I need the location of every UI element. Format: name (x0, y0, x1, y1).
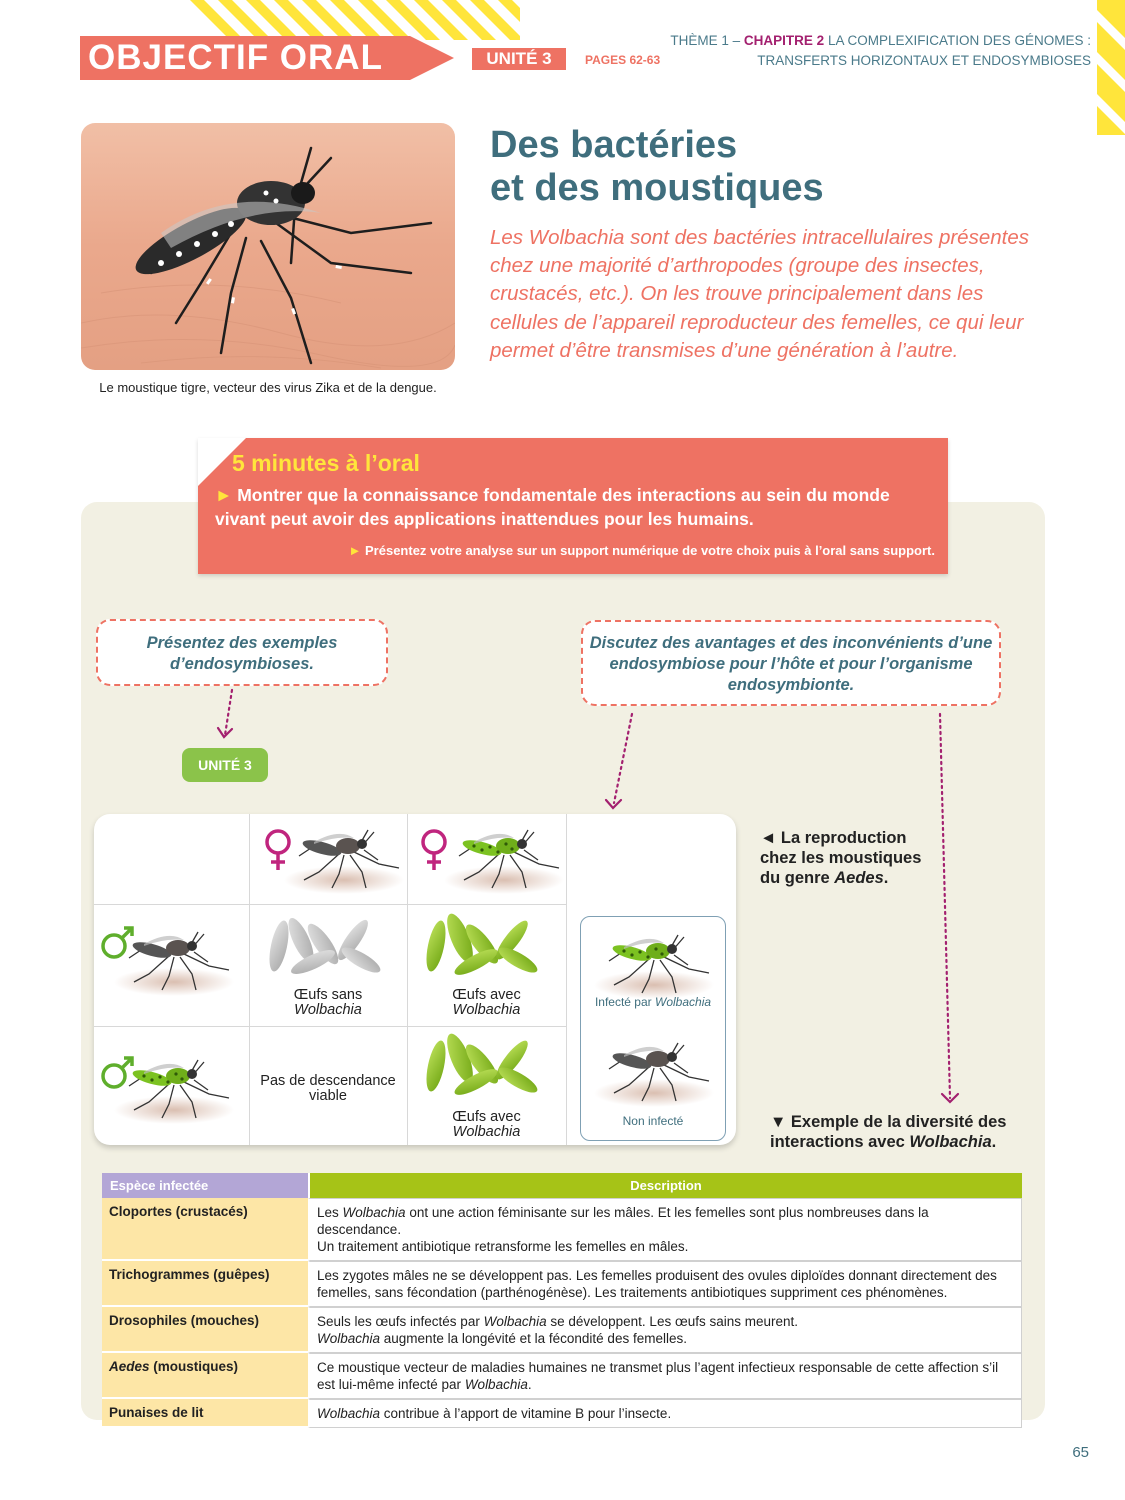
desc-text: Seuls les œufs infectés par (317, 1314, 484, 1329)
pages-reference: PAGES 62-63 (585, 53, 661, 67)
species-text: (moustiques) (149, 1359, 239, 1374)
description-cell (308, 1399, 1022, 1428)
desc-text: est lui-même infecté par (317, 1377, 465, 1392)
species-cell: Drosophiles (mouches) (102, 1307, 308, 1353)
table-header-row (102, 1173, 1022, 1198)
species-cell: Cloportes (crustacés) (102, 1198, 308, 1261)
legend-infected-text: Infecté par (594, 995, 655, 1009)
theme-label: THÈME 1 – (670, 33, 744, 48)
chapter-heading (670, 31, 1091, 71)
oral-task-instruction (349, 543, 935, 558)
species-italic: Aedes (109, 1359, 150, 1374)
male-symbol-icon (103, 928, 132, 957)
species-cell: Trichogrammes (guêpes) (102, 1261, 308, 1307)
repro-caption-genus: Aedes (834, 869, 884, 887)
oral-instruction-text: Présentez votre analyse sur un support numérique de votre choix puis à l’oral sans support. (365, 543, 935, 558)
grey-eggs-icon (266, 915, 384, 979)
desc-line: Un traitement antibiotique retransforme les femelles en mâles. (317, 1239, 689, 1254)
eggs-with-line2: Wolbachia (452, 1002, 521, 1018)
chapter-title-2: TRANSFERTS HORIZONTAUX ET ENDOSYMBIOSES (757, 53, 1091, 68)
desc-italic: Wolbachia (342, 1205, 406, 1220)
table-row (102, 1261, 1022, 1307)
banner-arrow (410, 36, 454, 80)
no-offspring-line2: viable (309, 1088, 347, 1104)
table-row (102, 1198, 1022, 1261)
eggs-without-line1: Œufs sans (293, 987, 363, 1003)
legend-infected-italic: Wolbachia (655, 995, 712, 1009)
desc-line: femelles, sans fécondation (parthénogénèse). Les traitements antibiotiques suppriment ces phénomènes. (317, 1285, 948, 1300)
desc-italic: Wolbachia (317, 1331, 381, 1346)
diversity-caption: ▼ Exemple de la diversité des interactions avec Wolbachia. (770, 1113, 1007, 1151)
female-symbol-icon (423, 831, 445, 870)
eggs-with-line1: Œufs avec (452, 987, 521, 1003)
decorative-stripes (190, 0, 520, 40)
photo-caption: Le moustique tigre, vecteur des virus Zika et de la dengue. (99, 380, 437, 395)
oral-task-text: Montrer que la connaissance fondamentale des interactions au sein du monde vivant peut avoir des applications inattendues pour les humains. (215, 485, 890, 529)
oral-task-statement (215, 483, 925, 531)
legend-infected-mosquito (594, 935, 714, 999)
desc-text: augmente la longévité et la fécondité des femelles. (380, 1331, 687, 1346)
description-cell (308, 1307, 1022, 1353)
page-number: 65 (1072, 1444, 1089, 1461)
desc-text: se développent. Les œufs sains meurent. (546, 1314, 798, 1329)
no-offspring-line1: Pas de descendance (260, 1073, 396, 1089)
desc-text: contribue à l’apport de vitamine B pour l’insecte. (380, 1406, 672, 1421)
description-cell (308, 1198, 1022, 1261)
legend-infected-label (581, 995, 725, 1009)
green-eggs-icon (423, 911, 541, 980)
chapter-label: CHAPITRE 2 (743, 33, 825, 48)
repro-caption-line1: ◄ La reproduction (760, 829, 907, 847)
table-row (102, 1399, 1022, 1428)
eggs-with-2-line1: Œufs avec (452, 1109, 521, 1125)
desc-line: Les zygotes mâles ne se développent pas. Les femelles produisent des ovules diploïdes donnant directement des (317, 1268, 997, 1283)
eggs-with-2-line2: Wolbachia (452, 1124, 521, 1140)
reproduction-caption: ◄ La reproduction chez les moustiques du genre Aedes. (760, 829, 922, 887)
unit-tag: UNITÉ 3 (472, 48, 566, 70)
female-uninfected-mosquito (284, 830, 404, 894)
desc-text: Les (317, 1205, 343, 1220)
desc-italic: Wolbachia (464, 1377, 528, 1392)
triangle-bullet-icon: ► (348, 543, 366, 558)
title-line-1: Des bactéries (490, 124, 738, 166)
prompt-box-endosymbioses: Présentez des exemples d’endosymbioses. (96, 619, 388, 686)
green-eggs-icon (423, 1031, 541, 1100)
tiger-mosquito-photo (81, 123, 455, 370)
female-symbol-icon (267, 831, 289, 870)
mosquito-legend (580, 916, 726, 1141)
table-row (102, 1353, 1022, 1399)
male-symbol-icon (103, 1058, 132, 1087)
objectif-oral-banner (80, 36, 410, 80)
species-cell (102, 1353, 308, 1399)
legend-not-infected-label: Non infecté (622, 1114, 684, 1128)
diversity-caption-line2: interactions avec (770, 1133, 910, 1151)
banner-title: OBJECTIF ORAL (88, 38, 383, 77)
decorative-stripes-right (1097, 0, 1125, 135)
triangle-bullet-icon: ► (215, 485, 238, 505)
repro-caption-line2: chez les moustiques (760, 849, 922, 867)
desc-text: . (527, 1377, 532, 1392)
legend-uninfected-mosquito (594, 1043, 714, 1107)
header-description: Description (308, 1173, 1022, 1198)
species-cell: Punaises de lit (102, 1399, 308, 1428)
desc-italic: Wolbachia (483, 1314, 547, 1329)
intro-paragraph: Les Wolbachia sont des bactéries intracellulaires présentes chez une majorité d’arthropodes (groupe des insectes, crustacés, etc.). On les trouve principalement dans les cellules de l’appareil reproducteur des femelles, ce qui leur permet d’être transmises d’une génération à l’autre. (490, 226, 1029, 362)
male-infected-mosquito (114, 1060, 234, 1124)
interactions-table (102, 1173, 1022, 1428)
diversity-caption-line1: ▼ Exemple de la diversité des (770, 1113, 1007, 1131)
male-uninfected-mosquito (114, 932, 234, 996)
chapter-title-1: LA COMPLEXIFICATION DES GÉNOMES : (824, 33, 1091, 48)
desc-line: Ce moustique vecteur de maladies humaines ne transmet plus l’agent infectieux responsable de cette affection s’il (317, 1360, 999, 1375)
page-title (490, 124, 824, 210)
eggs-without-line2: Wolbachia (294, 1002, 362, 1018)
table-row (102, 1307, 1022, 1353)
diversity-caption-wolbachia: Wolbachia (909, 1133, 992, 1151)
desc-text: ont une action féminisante sur les mâles. Et les femelles sont plus nombreuses dans la descendance. (317, 1205, 929, 1237)
desc-italic: Wolbachia (317, 1406, 381, 1421)
repro-caption-line3: du genre (760, 869, 835, 887)
prompt-box-discussion: Discutez des avantages et des inconvénients d’une endosymbiose pour l’hôte et pour l’organisme endosymbionte. (581, 620, 1001, 706)
title-line-2: et des moustiques (490, 167, 824, 209)
female-infected-mosquito (444, 830, 564, 894)
description-cell (308, 1261, 1022, 1307)
oral-task-title: 5 minutes à l’oral (232, 450, 420, 476)
unit-3-link[interactable]: UNITÉ 3 (182, 748, 268, 782)
description-cell (308, 1353, 1022, 1399)
header-species: Espèce infectée (102, 1173, 308, 1198)
